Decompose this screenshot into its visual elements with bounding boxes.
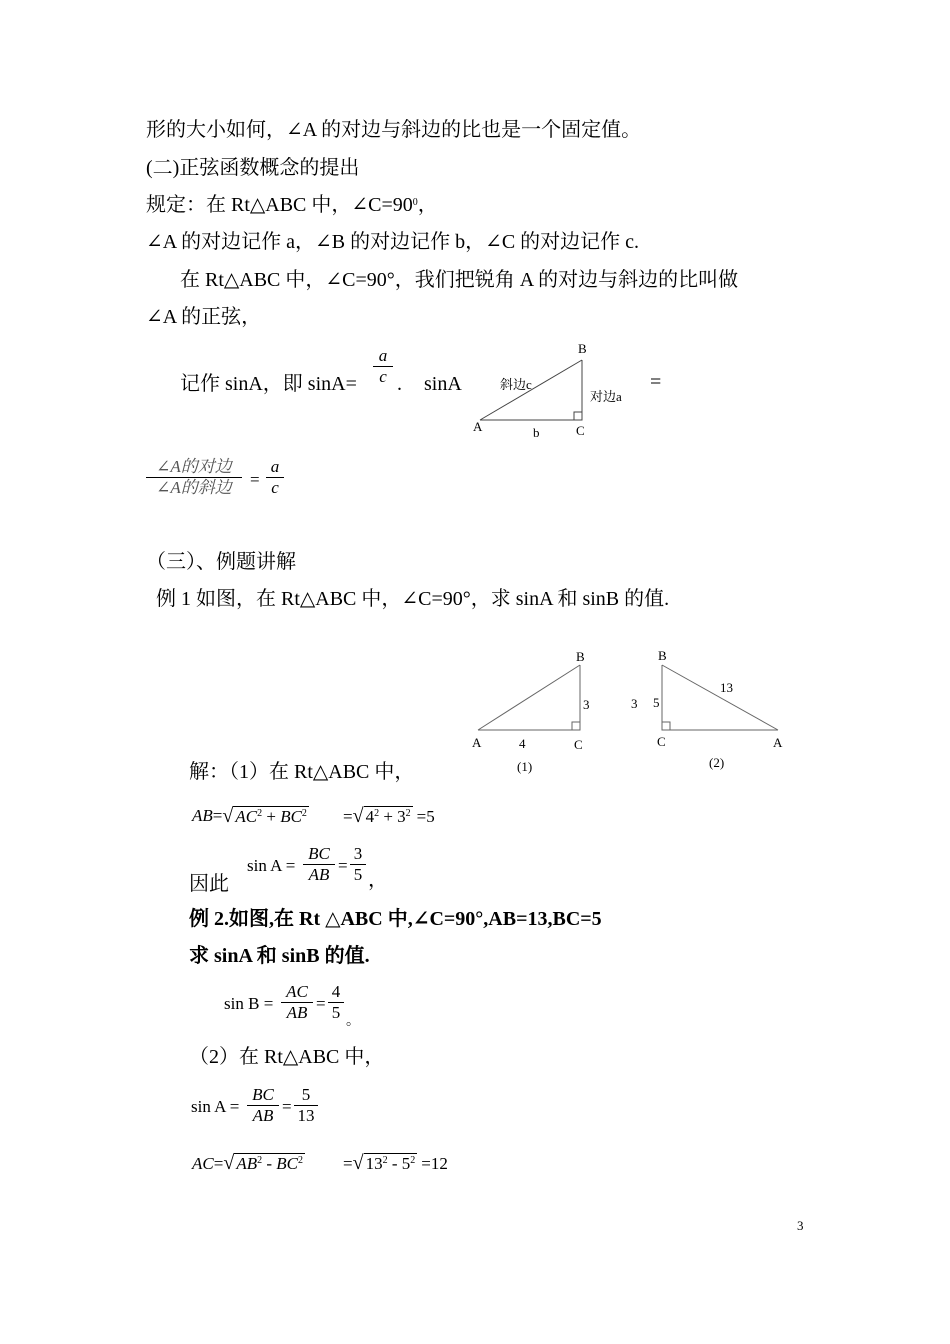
ex1-label-bc: 3: [583, 697, 590, 712]
definition-triangle-diagram: [470, 340, 650, 445]
text-line-1: 形的大小如何，∠A 的对边与斜边的比也是一个固定值。: [146, 119, 642, 141]
ab-formula-values: =√ $4^2 + 3^2 =5$: [343, 805, 435, 827]
def-label-adjacent: b: [533, 425, 540, 440]
def-equals: =: [650, 371, 662, 393]
solution-line-1: 解：（1）在 Rt△ABC 中，: [189, 761, 415, 783]
therefore-label: 因此: [189, 873, 229, 895]
text-line-4: ∠A 的对边记作 a，∠B 的对边记作 b，∠C 的对边记作 c.: [146, 231, 640, 253]
sinA-fraction: BC AB: [303, 844, 335, 885]
sinB-end: 。: [346, 1014, 360, 1029]
sinB-lhs: sin B =: [224, 994, 274, 1013]
def-period: .: [397, 373, 402, 395]
ex2-label-extra: 3: [631, 696, 638, 711]
def-label-opposite: 对边a: [590, 389, 622, 404]
example-2-text: 例 2.如图,在 Rt △ABC 中,∠C=90°,AB=13,BC=5: [189, 908, 602, 930]
ex2-label-A: A: [773, 735, 783, 750]
ex1-label-A: A: [472, 735, 482, 750]
section-heading-2: (二)正弦函数概念的提出: [146, 157, 360, 179]
ratio-a-over-c: a c: [266, 457, 284, 498]
ex1-label-ac: 4: [519, 736, 526, 751]
sinB-eq2: =: [316, 994, 326, 1013]
ex1-caption: (1): [517, 759, 533, 774]
example-2-question: 求 sinA 和 sinB 的值.: [189, 945, 370, 967]
def-label-B: B: [578, 341, 587, 356]
text-line-5: 在 Rt△ABC 中，∠C=90°，我们把锐角 A 的对边与斜边的比叫做: [180, 269, 739, 291]
text-line-3: 规定：在 Rt△ABC 中，$\angle C=90^0$，: [146, 194, 438, 216]
ex1-label-B: B: [576, 649, 585, 664]
text-line-7: 记作 sinA，即 sinA=: [180, 373, 357, 395]
example-triangles-diagram: [470, 650, 790, 750]
def-sinA: sinA: [424, 373, 462, 395]
sinB-value: 4 5: [328, 982, 344, 1023]
ex2-label-B: B: [658, 648, 667, 663]
ac-formula-values: =√ $13^2 - 5^2 =12$: [343, 1152, 448, 1174]
sinA2-eq2: =: [282, 1097, 292, 1116]
solution-line-2: （2）在 Rt△ABC 中，: [189, 1046, 385, 1068]
sinA2-fraction: BC AB: [247, 1085, 279, 1126]
ex2-caption: (2): [709, 755, 725, 770]
ab-formula: AB= √ $AC^2 + BC^2$: [192, 805, 307, 827]
sinA-comma: ，: [368, 869, 388, 891]
ex2-label-ab: 13: [720, 680, 733, 695]
sinA-value: 3 5: [350, 844, 366, 885]
def-label-C: C: [576, 423, 585, 438]
text-line-6: ∠A 的正弦，: [146, 306, 262, 328]
def-fraction: a c: [373, 346, 393, 387]
ratio-equals: =: [250, 470, 260, 489]
ex1-label-C: C: [574, 737, 583, 752]
example-1-text: 例 1 如图，在 Rt△ABC 中，∠C=90°，求 sinA 和 sinB 的值.: [156, 588, 670, 610]
def-label-A: A: [473, 419, 483, 434]
sinA2-lhs: sin A =: [191, 1097, 240, 1116]
ac-formula: AC=√ $AB^2 - BC^2$: [192, 1152, 303, 1174]
sinA2-value: 5 13: [294, 1085, 318, 1126]
page-number: 3: [797, 1218, 804, 1233]
ex2-label-bc: 5: [653, 695, 660, 710]
sinA-lhs: sin A =: [247, 856, 296, 875]
ratio-fraction: ∠A的对边 ∠A的斜边: [146, 457, 242, 498]
ex2-label-C: C: [657, 734, 666, 749]
section-heading-3: （三）、例题讲解: [146, 551, 296, 573]
sinA-eq2: =: [338, 856, 348, 875]
def-label-hypotenuse: 斜边c: [500, 377, 532, 392]
sinB-fraction: AC AB: [281, 982, 313, 1023]
